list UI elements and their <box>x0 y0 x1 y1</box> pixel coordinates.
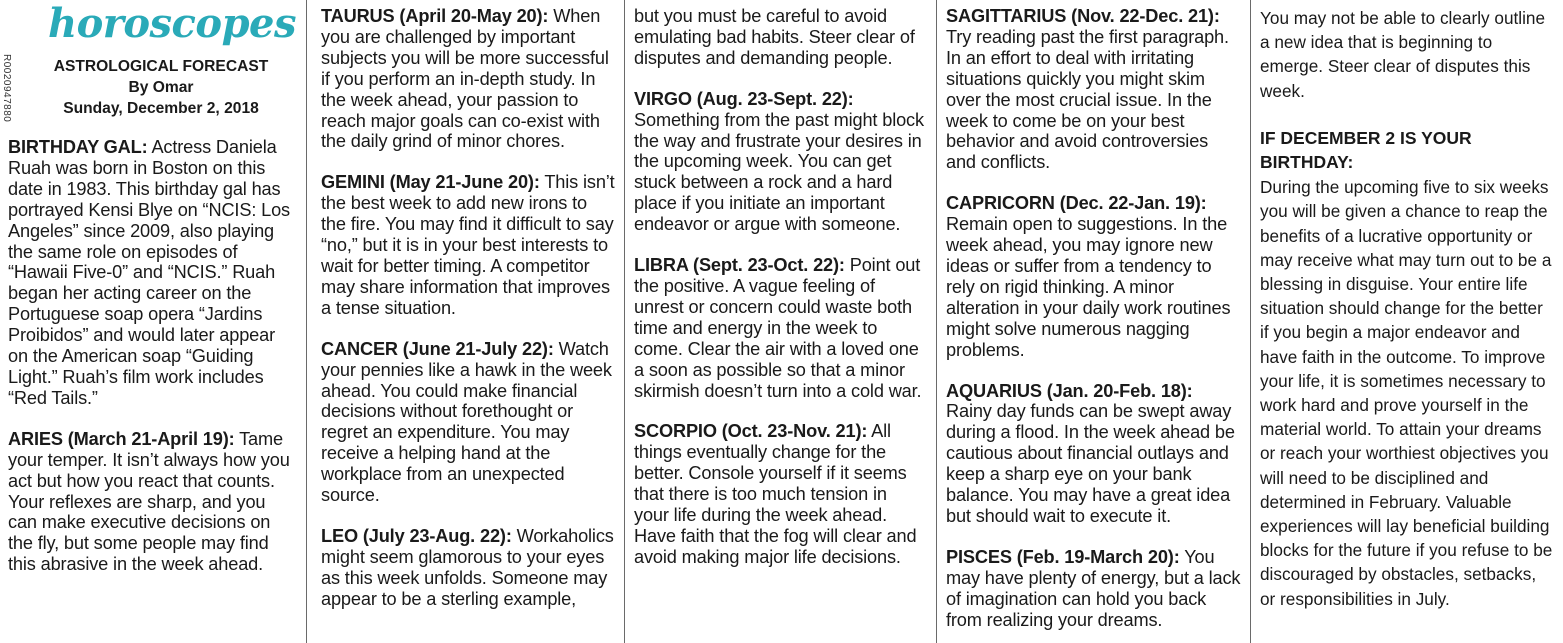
cancer-heading: CANCER (June 21-July 22): <box>321 338 554 359</box>
capricorn-text: Remain open to suggestions. In the week ahead, you may ignore new ideas or suffer from a tendency to rely on rigid thinking. A minor alteration in your daily work routines might solve numerous nagging problems. <box>946 214 1231 360</box>
forecast-subtitle: ASTROLOGICAL FORECAST <box>53 58 269 75</box>
virgo-text: Something from the past might block the way and frustrate your desires in the upcoming week. You can get stuck between a rock and a hard place if you initiate an important endeavor or argue with someone. <box>634 109 924 235</box>
birthday-gal-text: Actress Daniela Ruah was born in Boston on this date in 1983. This birthday gal has portrayed Kensi Blye on “NCIS: Los Angeles” since 2009, also playing the same role on episodes of “Hawaii Five-0” and “NCIS.” Ruah began her acting career on the Portuguese soap opera “Jardins Proibidos” and would later appear on the American soap “Guiding Light.” Ruah’s film work includes “Red Tails.” <box>8 137 290 408</box>
pisces-continued: You may not be able to clearly outline a new idea that is beginning to emerge. Steer clear of disputes this week. <box>1260 8 1546 101</box>
capricorn-entry <box>946 193 1242 360</box>
gemini-heading: GEMINI (May 21-June 20): <box>321 172 540 193</box>
sagittarius-heading: SAGITTARIUS (Nov. 22-Dec. 21): <box>946 6 1220 26</box>
aquarius-text: Rainy day funds can be swept away during a flood. In the week ahead be cautious about financial outlays and keep a sharp eye on your bank balance. You may have a great idea but should wait to execute it. <box>946 401 1235 526</box>
libra-text: Point out the positive. A vague feeling of unrest or concern could waste both time and energy in the week to come. Clear the air with a loved one a soon as possible so that a minor skirmish doesn’t turn into a cold war. <box>634 255 922 401</box>
leo-heading: LEO (July 23-Aug. 22): <box>321 525 512 546</box>
birthday-gal-entry <box>8 137 298 409</box>
pisces-heading: PISCES (Feb. 19-March 20): <box>946 546 1180 567</box>
cancer-entry <box>321 339 616 506</box>
column-4 <box>946 6 1242 639</box>
column-2 <box>321 6 616 639</box>
cancer-text: Watch your pennies like a hawk in the week ahead. You could make financial decisions without forethought or regret an expenditure. You may receive a helping hand at the workplace from an unexpected source. <box>321 338 612 506</box>
aquarius-heading: AQUARIUS (Jan. 20-Feb. 18): <box>946 380 1193 401</box>
virgo-entry <box>634 89 926 235</box>
column-divider <box>1250 0 1251 643</box>
side-code: R0020947880 <box>1 54 12 123</box>
taurus-heading: TAURUS (April 20-May 20): <box>321 6 549 26</box>
column-divider <box>936 0 937 643</box>
aries-entry <box>8 429 298 575</box>
masthead-info <box>24 56 298 119</box>
scorpio-heading: SCORPIO (Oct. 23-Nov. 21): <box>634 421 868 442</box>
aries-text: Tame your temper. It isn’t always how you act but how you react that counts. Your reflexes are sharp, and you can make executive decisions on the fly, but some people may find this abrasive in the week ahead. <box>8 428 290 575</box>
scorpio-text: All things eventually change for the better. Console yourself if it seems that there is too much tension in your life during the week ahead. Have faith that the fog will clear and avoid making major life decisions. <box>634 421 917 567</box>
aries-heading: ARIES (March 21-April 19): <box>8 428 235 449</box>
column-divider <box>306 0 307 643</box>
birthday-gal-heading: BIRTHDAY GAL: <box>8 137 148 157</box>
column-divider <box>624 0 625 643</box>
libra-entry <box>634 255 926 401</box>
leo-entry <box>321 526 616 610</box>
birthday-entry <box>1260 126 1556 611</box>
sagittarius-text: Try reading past the first paragraph. In an effort to deal with irritating situations quickly you might skim over the most crucial issue. In the week to come be on your best behavior and avoid controversies and conflicts. <box>946 26 1229 173</box>
capricorn-heading: CAPRICORN (Dec. 22-Jan. 19): <box>946 193 1207 214</box>
column-3 <box>634 6 926 639</box>
sagittarius-entry <box>946 6 1242 173</box>
column-1 <box>8 6 298 639</box>
taurus-text: When you are challenged by important subjects you will be more successful if you perform an in-depth study. In the week ahead, your passion to reach major goals can co-exist with the daily grind of minor chores. <box>321 6 609 152</box>
taurus-entry <box>321 6 616 152</box>
scorpio-entry <box>634 421 926 567</box>
column-5 <box>1260 6 1556 639</box>
virgo-heading: VIRGO (Aug. 23-Sept. 22): <box>634 88 854 109</box>
leo-continued: but you must be careful to avoid emulating bad habits. Steer clear of disputes and demanding people. <box>634 6 915 68</box>
gemini-text: This isn’t the best week to add new irons to the fire. You may find it difficult to say “no,” but it is in your best interests to wait for better timing. A competitor may share information that improves a tense situation. <box>321 172 615 318</box>
libra-heading: LIBRA (Sept. 23-Oct. 22): <box>634 255 845 276</box>
gemini-entry <box>321 172 616 318</box>
aquarius-entry <box>946 381 1242 527</box>
birthday-heading: IF DECEMBER 2 IS YOUR BIRTHDAY: <box>1260 127 1472 173</box>
leo-text: Workaholics might seem glamorous to your eyes as this week unfolds. Someone may appear to be a sterling example, <box>321 525 614 609</box>
birthday-text: During the upcoming five to six weeks you will be given a chance to reap the benefits of a lucrative opportunity or may receive what may turn out to be a blessing in disguise. Your entire life situation should change for the better if you begin a major endeavor and have faith in the outcome. To improve your life, it is sometimes necessary to work hard and prove yourself in the material world. To attain your dreams or reach your worthiest objectives you will need to be disciplined and determined in February. Valuable experiences will lay beneficial building blocks for the future if you refuse to be discouraged by obstacles, setbacks, or responsibilities in July. <box>1260 177 1553 609</box>
pisces-text: You may have plenty of energy, but a lack of imagination can hold you back from realizing your dreams. <box>946 546 1241 630</box>
byline: By Omar <box>128 79 194 96</box>
pisces-entry <box>946 547 1242 631</box>
page-title: horoscopes <box>48 6 297 47</box>
date-line: Sunday, December 2, 2018 <box>63 100 259 117</box>
